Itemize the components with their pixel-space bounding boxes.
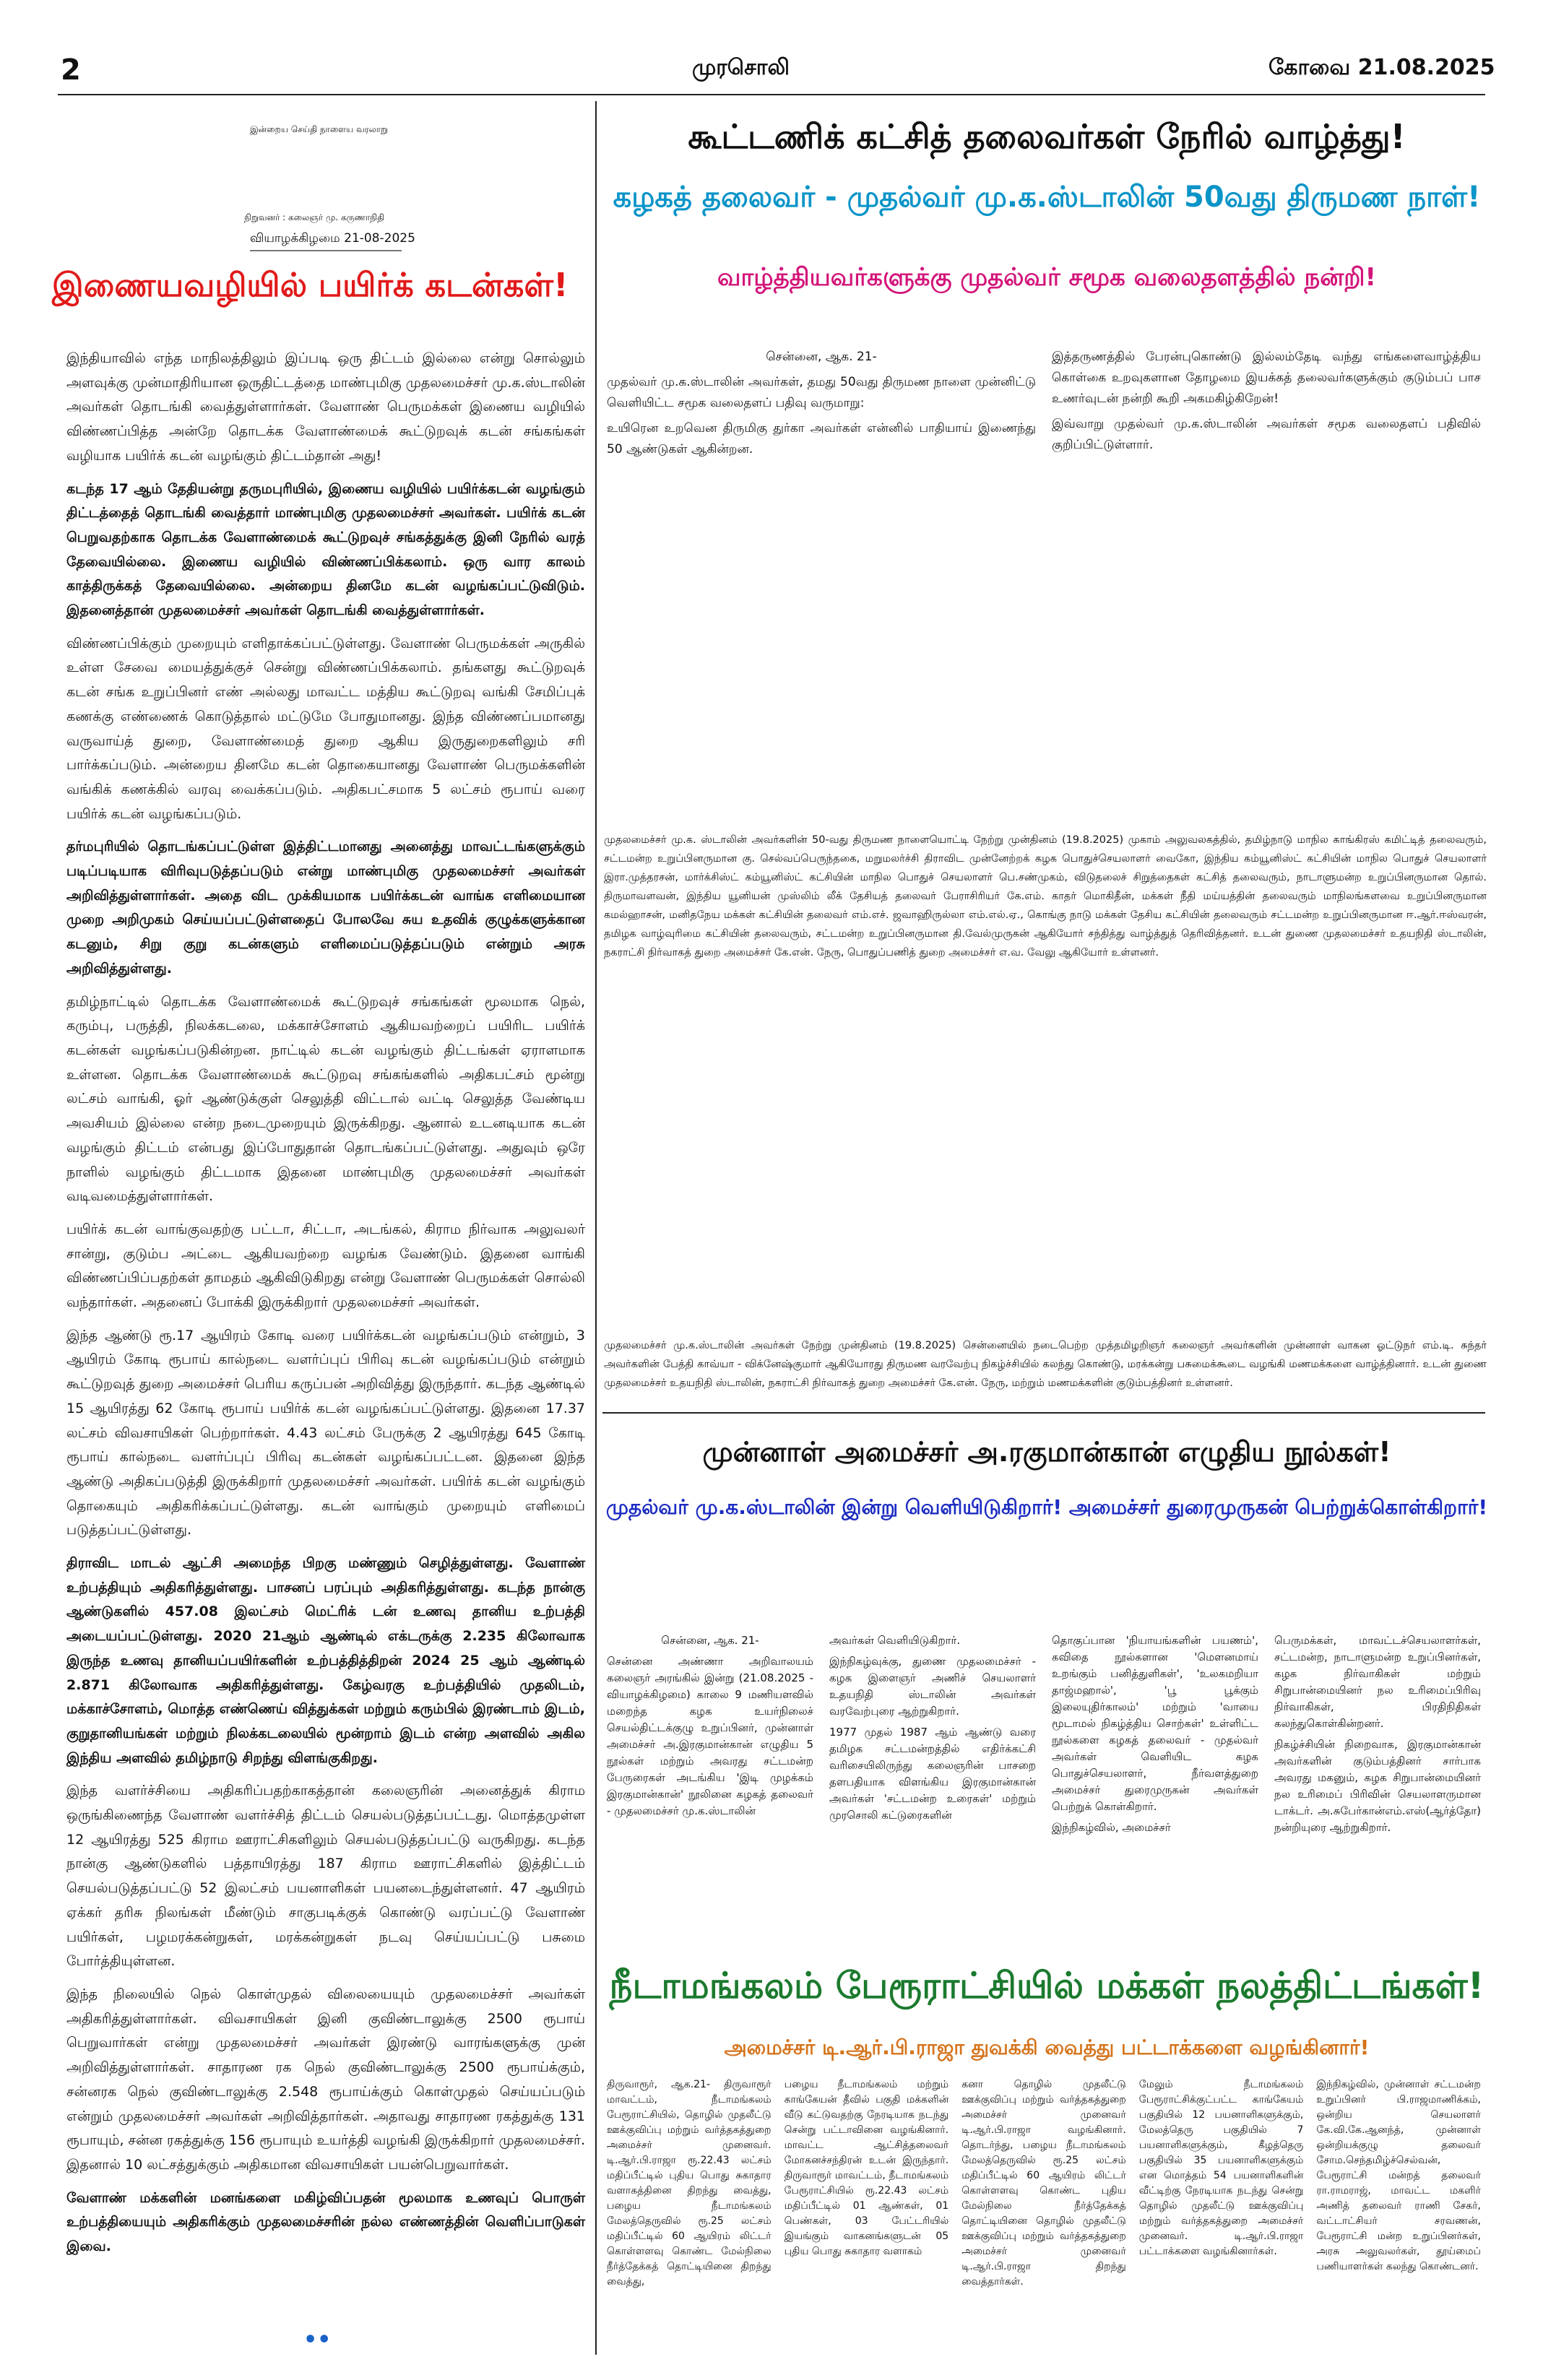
story2-body [607, 1632, 1481, 1840]
editorial-para: இந்த வளர்ச்சியை அதிகரிப்பதற்காகத்தான் கலைஞரின் அனைத்துக் கிராம ஒருங்கிணைந்த வேளாண் வளர்ச்சித் திட்டம் செயல்படுத்தப்பட்டது. மொத்தமுள்ள 12 ஆயிரத்து 525 கிராம ஊராட்சிகளிலும் செயல்படுத்தப்பட்டு வருகிறது. கடந்த நான்கு ஆண்டுகளில் பத்தாயிரத்து 187 கிராம ஊராட்சிகளில் இத்திட்டம் செயல்படுத்தப்பட்டு 52 இலட்சம் பயனாளிகள் பயனடைந்துள்ளனர். 47 ஆயிரம் ஏக்கர் தரிசு நிலங்கள் மீண்டும் சாகுபடிக்குக் கொண்டு வரப்பட்டு வேளாண் பயிர்கள், பழமரக்கன்றுகள், மரக்கன்றுகள் நடவு செய்யப்பட்டு பசுமை போர்த்தியுள்ளன. [66, 1783, 585, 1970]
story2-para: நிகழ்ச்சியின் நிறைவாக, இரகுமான்கான் அவர்களின் குடும்பத்தினர் சார்பாக அவரது மகனும், கழக சிறுபான்மையினர் நல உரிமைப் பிரிவின் செயலாளருமான டாக்டர். அ.சுபேர்கான்எம்.எஸ்(ஆர்த்தோ) நன்றியுரை ஆற்றுகிறார். [1274, 1738, 1481, 1834]
story1-col [607, 347, 1036, 464]
dateline: சென்னை, ஆக. 21- [661, 1634, 759, 1647]
editorial-para: விண்ணப்பிக்கும் முறையும் எளிதாக்கப்பட்டுள்ளது. வேளாண் பெருமக்கள் அருகில் உள்ள சேவை மையத்துக்குச் சென்று விண்ணப்பிக்கலாம். தங்களது கூட்டுறவுக் கடன் சங்க உறுப்பினர் எண் அல்லது மாவட்ட மத்திய கூட்டுறவு வங்கி சேமிப்புக் கணக்கு எண்ணைக் கொடுத்தால் மட்டுமே போதுமானது. இந்த விண்ணப்பமானது வருவாய்த் துறை, வேளாண்மைத் துறை ஆகிய இருதுறைகளிலும் சரி பார்க்கப்படும். அன்றைய தினமே கடன் தொகையானது வேளாண் பெருமக்களின் வங்கிக் கணக்கில் வரவு வைக்கப்படும். அதிகபட்சமாக 5 லட்சம் ரூபாய் வரை பயிர்க் கடன் வழங்கப்படும். [66, 635, 585, 822]
end-mark: •• [303, 2327, 332, 2353]
story2-col [1274, 1632, 1481, 1840]
editorial-para: திராவிட மாடல் ஆட்சி அமைந்த பிறகு மண்ணும் செழித்துள்ளது. வேளாண் உற்பத்தியும் அதிகரித்துள்ளது. பாசனப் பரப்பும் அதிகரித்துள்ளது. கடந்த நான்கு ஆண்டுகளில் 457.08 இலட்சம் மெட்ரிக் டன் உணவு தானிய உற்பத்தி அடையப்பட்டுள்ளது. 2020 21ஆம் ஆண்டில் எக்டருக்கு 2.235 கிலோவாக இருந்த உணவு தானியப்பயிர்களின் உற்பத்தித்திறன் 2024 25 ஆம் ஆண்டில் 2.871 கிலோவாக அதிகரித்துள்ளது. கேழ்வரகு உற்பத்தியில் முதலிடம், மக்காச்சோளம், மொத்த எண்ணெய் வித்துக்கள் மற்றும் கரும்பில் இரண்டாம் இடம், குறுதானியங்கள் மற்றும் நிலக்கடலையில் மூன்றாம் இடம் என்ற அளவில் அகில இந்திய அளவில் தமிழ்நாடு சிறந்து விளங்குகிறது. [66, 1555, 585, 1766]
story1-col [1052, 347, 1481, 464]
editorial-title: இணையவழியில் பயிர்க் கடன்கள்! [52, 266, 569, 304]
story1-para: இவ்வாறு முதல்வர் மு.க.ஸ்டாலின் அவர்கள் சமூக வலைதளப் பதிவில் குறிப்பிட்டுள்ளார். [1052, 417, 1481, 452]
story1-body [607, 347, 1481, 464]
editorial-para: இந்த ஆண்டு ரூ.17 ஆயிரம் கோடி வரை பயிர்க்கடன் வழங்கப்படும் என்றும், 3 ஆயிரம் கோடி ரூபாய் கால்நடை வளர்ப்புப் பிரிவு கடன் வழங்கப்படும் என்றும் கூட்டுறவுத் துறை அமைச்சர் பெரிய கருப்பன் அறிவித்து இருந்தார். கடந்த ஆண்டில் 15 ஆயிரத்து 62 கோடி ரூபாய் பயிர்க் கடன் வழங்கப்பட்டுள்ளது. இதனை 17.37 லட்சம் விவசாயிகள் பெற்றார்கள். 4.43 லட்சம் பேருக்கு 2 ஆயிரத்து 645 கோடி ரூபாய் கால்நடை வளர்ப்புப் பிரிவு கடன்கள் வழங்கப்பட்டன. இதனை இந்த ஆண்டு அதிகப்படுத்தி இருக்கிறார் முதலமைச்சர் அவர்கள். பயிர்க் கடன் வழங்கும் தொகையும் அதிகரிக்கப்பட்டுள்ளது. கடன் வாங்கும் முறையும் எளிமைப் படுத்தப்பட்டுள்ளது. [66, 1327, 585, 1539]
story1-para: முதல்வர் மு.க.ஸ்டாலின் அவர்கள், தமது 50வது திருமண நாளை முன்னிட்டு வெளியிட்ட சமூக வலைதளப் பதிவு வருமாறு: [607, 375, 1036, 410]
story3-col: கனா தொழில் முதலீட்டு ஊக்குவிப்பு மற்றும் வர்த்தகத்துறை அமைச்சர் முனைவர் டி.ஆர்.பி.ராஜா வழங்கினார். தொடர்ந்து, பழைய நீடாமங்கலம் மேலத்தெருவில் ரூ.25 லட்சம் மதிப்பீட்டில் 60 ஆயிரம் லிட்டர் கொள்ளளவு கொண்ட புதிய மேல்நிலை நீர்த்தேக்கத் தொட்டியினை தொழில் முதலீட்டு ஊக்குவிப்பு மற்றும் வர்த்தகத்துறை அமைச்சர் முனைவர் டி.ஆர்.பி.ராஜா திறந்து வைத்தார்கள். [961, 2079, 1126, 2288]
story2-para: 1977 முதல் 1987 ஆம் ஆண்டு வரை தமிழக சட்டமன்றத்தில் எதிர்க்கட்சி வரிசையிலிருந்து கலைஞரின் பாசறை தளபதியாக விளங்கிய இரகுமான்கான் அவர்கள் 'சட்டமன்ற உரைகள்' மற்றும் முரசொலி கட்டுரைகளின் [829, 1726, 1036, 1822]
story1-headline: கழகத் தலைவர் - முதல்வர் மு.க.ஸ்டாலின் 50வது திருமண நாள்! [613, 181, 1481, 214]
photo-anniversary-greetings [604, 506, 1487, 823]
story2-para: இந்நிகழ்வுக்கு, துணை முதலமைச்சர் - கழக இளைஞர் அணிச் செயலாளர் உதயநிதி ஸ்டாலின் அவர்கள் வரவேற்புரை ஆற்றுகிறார். [829, 1655, 1036, 1718]
story3-col: இந்நிகழ்வில், முன்னாள் சட்டமன்ற உறுப்பினர் பி.ராஜமாணிக்கம், ஒன்றிய செயலாளர் கே.வி.கே.ஆனந்த், முன்னாள் ஒன்றியக்குழு தலைவர் சோம.செந்தமிழ்ச்செல்வன், பேரூராட்சி மன்றத் தலைவர் ரா.ராமராஜ், மாவட்ட மகளிர் அணித் தலைவர் ராணி சேகர், வட்டாட்சியர் சரவணன், பேரூராட்சி மன்ற உறுப்பினர்கள், அரசு அலுவலர்கள், தூய்மைப் பணியாளர்கள் கலந்து கொண்டனர். [1316, 2079, 1481, 2272]
editorial-para: தர்மபுரியில் தொடங்கப்பட்டுள்ள இத்திட்டமானது அனைத்து மாவட்டங்களுக்கும் படிப்படியாக விரிவுபடுத்தப்படும் என்று மாண்புமிகு முதலமைச்சர் அவர்கள் அறிவித்துள்ளார்கள். அதை விட முக்கியமாக பயிர்க்கடன் வாங்க எளிமையான முறை அறிமுகம் செய்யப்பட்டுள்ளதைப் போலவே சுய உதவிக் குழுக்களுக்கான கடனும், சிறு குறு கடன்களும் எளிமைப்படுத்தப்படும் என்றும் அரசு அறிவித்துள்ளது. [66, 839, 585, 977]
story2-para: தொகுப்பான 'நியாயங்களின் பயணம்', கவிதை நூல்களான 'மௌனமாய் உறங்கும் பனித்துளிகள்', 'உலகமறியா தாஜ்மஹால்', 'பூ பூக்கும் இலையுதிர்காலம்' மற்றும் 'வாயை மூடாமல் நிகழ்த்திய சொற்கள்' உள்ளிட்ட நூல்களை கழகத் தலைவர் - முதல்வர் அவர்கள் வெளியிட கழக பொதுச்செயலாளர், நீர்வளத்துறை அமைச்சர் துரைமுருகன் அவர்கள் பெற்றுக் கொள்கிறார். [1052, 1634, 1258, 1813]
story2-headline: முதல்வர் மு.க.ஸ்டாலின் இன்று வெளியிடுகிறார்! அமைச்சர் துரைமுருகன் பெற்றுக்கொள்கிறார்! [605, 1495, 1488, 1519]
story3-col: பழைய நீடாமங்கலம் மற்றும் காங்கேயன் தீவில் பகுதி மக்களின் வீடு கட்டுவதற்கு நேரடியாக நடந்து சென்று பட்டாவினை வழங்கினார். மாவட்ட ஆட்சித்தலைவர் மோகனச்சந்திரன் உடன் இருந்தார். திருவாரூர் மாவட்டம், நீடாமங்கலம் பேரூராட்சியில் ரூ.22.43 லட்சம் மதிப்பீட்டில் 01 ஆண்கள், 01 பெண்கள், 03 பேட்டரியில் இயங்கும் வாகனங்களுடன் 05 புதிய பொது சுகாதார வளாகம் [784, 2079, 949, 2257]
editorial-para: தமிழ்நாட்டில் தொடக்க வேளாண்மைக் கூட்டுறவுச் சங்கங்கள் மூலமாக நெல், கரும்பு, பருத்தி, நிலக்கடலை, மக்காச்சோளம் ஆகியவற்றைப் பயிரிட பயிர்க் கடன்கள் வழங்கப்படுகின்றன. நாட்டில் கடன் வழங்கும் திட்டங்கள் ஏராளமாக உள்ளன. தொடக்க வேளாண்மைக் கூட்டுறவு சங்கங்களில் அதிகபட்சம் மூன்று லட்சம் வாங்கி, ஓர் ஆண்டுக்குள் செலுத்தி விட்டால் வட்டி செலுத்த வேண்டிய அவசியம் இல்லை என்ற நடைமுறையும் இருக்கிறது. ஆனால் உடனடியாக கடன் வழங்கும் திட்டம் என்பது இப்போதுதான் தொடங்கப்பட்டுள்ளது. அதுவும் ஒரே நாளில் வழங்கும் திட்டமாக இதனை மாண்புமிகு முதலமைச்சர் அவர்கள் வடிவமைத்துள்ளார்கள். [66, 993, 585, 1205]
story2-kicker: முன்னாள் அமைச்சர் அ.ரகுமான்கான் எழுதிய நூல்கள்! [702, 1436, 1391, 1468]
editorial-para: இந்தியாவில் எந்த மாநிலத்திலும் இப்படி ஒரு திட்டம் இல்லை என்று சொல்லும் அளவுக்கு முன்மாதிரியான ஒருதிட்டத்தை மாண்புமிகு முதலமைச்சர் மு.க.ஸ்டாலின் அவர்கள் தொடங்கி வைத்துள்ளார்கள். வேளாண் பெருமக்கள் இணைய வழியில் விண்ணப்பித்த அன்றே தொடக்க வேளாண்மைக் கூட்டுறவுக் கடன் சங்கங்கள் வழியாக பயிர்க் கடன் வழங்கும் திட்டம்தான் அது! [66, 350, 585, 464]
story3-col: திருவாரூர், ஆக.21- திருவாரூர் மாவட்டம், நீடாமங்கலம் பேரூராட்சியில், தொழில் முதலீட்டு ஊக்குவிப்பு மற்றும் வர்த்தகத்துறை அமைச்சர் முனைவர். டி.ஆர்.பி.ராஜா ரூ.22.43 லட்சம் மதிப்பீட்டில் புதிய பொது சுகாதார வளாகத்தினை திறந்து வைத்து, பழைய நீடாமங்கலம் மேலத்தெருவில் ரூ.25 லட்சம் மதிப்பீட்டில் 60 ஆயிரம் லிட்டர் கொள்ளளவு கொண்ட மேல்நிலை நீர்த்தேக்கத் தொட்டியினை திறந்து வைத்து, [607, 2079, 772, 2288]
editorial-para: வேளாண் மக்களின் மனங்களை மகிழ்விப்பதன் மூலமாக உணவுப் பொருள் உற்பத்தியையும் அதிகரிக்கும் முதலமைச்சரின் நல்ல எண்ணத்தின் வெளிப்பாடுகள் இவை. [66, 2189, 585, 2255]
editorial-para: கடந்த 17 ஆம் தேதியன்று தருமபுரியில், இணைய வழியில் பயிர்க்கடன் வழங்கும் திட்டத்தைத் தொடங்கி வைத்தார் மாண்புமிகு முதலமைச்சர் அவர்கள். பயிர்க் கடன் பெறுவதற்காக தொடக்க வேளாண்மைக் கூட்டுறவுச் சங்கத்துக்கு இனி நேரில் வரத் தேவையில்லை. இணைய வழியில் விண்ணப்பிக்கலாம். ஒரு வார காலம் காத்திருக்கத் தேவையில்லை. அன்றைய தினமே கடன் வழங்கப்பட்டுவிடும். இதனைத்தான் முதலமைச்சர் அவர்கள் தொடங்கி வைத்துள்ளார்கள். [66, 480, 585, 619]
story3-headline: நீடாமங்கலம் பேரூராட்சியில் மக்கள் நலத்திட்டங்கள்! [609, 1965, 1484, 2007]
page-number: 2 [61, 53, 81, 87]
photo-caption-1: முதலமைச்சர் மு.க. ஸ்டாலின் அவர்களின் 50-வது திருமண நாளையொட்டி நேற்று முன்தினம் (19.8.2025) முகாம் அலுவலகத்தில், தமிழ்நாடு மாநில காங்கிரஸ் கமிட்டித் தலைவரும், சட்டமன்ற உறுப்பினருமான கு. செல்வப்பெருந்தகை, மறுமலர்ச்சி திராவிட முன்னேற்றக் கழக பொதுச்செயலாளர் வைகோ, இந்திய கம்யூனிஸ்ட் கட்சியின் மாநில பொதுச் செயலாளர் இரா.முத்தரசன், மார்க்சிஸ்ட் கம்யூனிஸ்ட் கட்சியின் மாநில பொதுச் செயலாளர் பெ.சண்முகம், விடுதலைச் சிறுத்தைகள் கட்சித் தலைவரும், நாடாளுமன்ற உறுப்பினருமான தொல். திருமாவளவன், இந்திய யூனியன் முஸ்லிம் லீக் தேசியத் தலைவர் பேராசிரியர் கே.எம். காதர் மொகிதீன், மக்கள் நீதி மய்யத்தின் தலைவரும் மாநிலங்களவை உறுப்பினருமான கமல்ஹாசன், மனிதநேய மக்கள் கட்சியின் தலைவர் எம்.எச். ஜவாஹிருல்லா எம்.எல்.ஏ., கொங்கு நாடு மக்கள் தேசிய கட்சியின் தலைவரும் சட்டமன்ற உறுப்பினருமான ஈ.ஆர்.ஈஸ்வரன், தமிழக வாழ்வுரிமை கட்சியின் தலைவரும், சட்டமன்ற உறுப்பினருமான தி.வேல்முருகன் ஆகியோர் சந்தித்து வாழ்த்துத் தெரிவித்தனர். உடன் துணை முதலமைச்சர் உதயநிதி ஸ்டாலின், நகராட்சி நிர்வாகத் துறை அமைச்சர் கே.என். நேரு, பொதுப்பணித் துறை அமைச்சர் எ.வ. வேலு ஆகியோர் உள்ளனர். [604, 834, 1487, 959]
story2-col [607, 1632, 813, 1840]
story3-col: மேலும் நீடாமங்கலம் பேரூராட்சிக்குட்பட்ட காங்கேயம் பகுதியில் 12 பயனாளிகளுக்கும், மேலத்தெரு பகுதியில் 7 பயனாளிகளுக்கும், கீழத்தெரு பகுதியில் 35 பயனாளிகளுக்கும் என மொத்தம் 54 பயனாளிகளின் வீட்டிற்கு நேரடியாக நடந்து சென்று தொழில் முதலீட்டு ஊக்குவிப்பு மற்றும் வர்த்தகத்துறை அமைச்சர் முனைவர். டி.ஆர்.பி.ராஜா பட்டாக்களை வழங்கினார்கள். [1138, 2079, 1304, 2257]
editorial-para: பயிர்க் கடன் வாங்குவதற்கு பட்டா, சிட்டா, அடங்கல், கிராம நிர்வாக அலுவலர் சான்று, குடும்ப அட்டை ஆகியவற்றை வழங்க வேண்டும். இதனை வாங்கி விண்ணப்பிப்பதற்கள் தாமதம் ஆகிவிடுகிறது என்று வேளாண் பெருமக்கள் சொல்லி வந்தார்கள். அதனைப் போக்கி இருக்கிறார் முதலமைச்சர் அவர்கள். [66, 1221, 585, 1311]
story2-col [1052, 1632, 1258, 1840]
story1-subhead: வாழ்த்தியவர்களுக்கு முதல்வர் சமூக வலைதளத்தில் நன்றி! [717, 263, 1377, 292]
photo-caption-2: முதலமைச்சர் மு.க.ஸ்டாலின் அவர்கள் நேற்று முன்தினம் (19.8.2025) சென்னையில் நடைபெற்ற முத்தமிழறிஞர் கலைஞர் அவர்களின் முன்னாள் வாகன ஓட்டுநர் எம்.டி. சுந்தர் அவர்களின் பேத்தி காவ்யா - விக்னேஷ்குமார் ஆகியோரது திருமண வரவேற்பு நிகழ்ச்சியில் கலந்து கொண்டு, மரக்கன்று பசுமைக்கூடை வழங்கி மணமக்களை வாழ்த்தினார். உடன் துணை முதலமைச்சர் உதயநிதி ஸ்டாலின், நகராட்சி நிர்வாகத் துறை அமைச்சர் கே.என். நேரு, மற்றும் மணமக்களின் குடும்பத்தினர் உள்ளனர். [604, 1340, 1487, 1389]
masthead-name: முரசொலி [692, 55, 790, 80]
editorial-body [66, 347, 585, 2268]
photo-wedding-reception [604, 968, 1487, 1333]
story2-para: பெருமக்கள், மாவட்டச்செயலாளர்கள், சட்டமன்ற, நாடாளுமன்ற உறுப்பினர்கள், கழக நிர்வாகிகள் மற்றும் சிறுபான்மையினர் நல உரிமைப்பிரிவு நிர்வாகிகள், பிரதிநிதிகள் கலந்துகொள்கின்றனர். [1274, 1634, 1481, 1730]
story2-para: சென்னை அண்ணா அறிவாலயம் கலைஞர் அரங்கில் இன்று (21.08.2025 - வியாழக்கிழமை) காலை 9 மணியளவில் மறைந்த கழக உயர்நிலைச் செயல்திட்டக்குழு உறுப்பினர், முன்னாள் அமைச்சர் அ.இரகுமான்கான் எழுதிய 5 நூல்கள் மற்றும் அவரது சட்டமன்ற பேருரைகள் அடங்கிய 'இடி முழக்கம் இரகுமான்கான்' நூலினை கழகத் தலைவர் - முதலமைச்சர் மு.க.ஸ்டாலின் [607, 1655, 813, 1817]
tagline: இன்றைய செய்தி நாளைய வரலாறு [250, 124, 389, 134]
section-rule [602, 1412, 1485, 1414]
column-divider [595, 101, 597, 2355]
story2-col [829, 1632, 1036, 1840]
editorial-para: இந்த நிலையில் நெல் கொள்முதல் விலையையும் முதலமைச்சர் அவர்கள் அதிகரித்துள்ளார்கள். விவசாயிகள் இனி குவிண்டாலுக்கு 2500 ரூபாய் பெறுவார்கள் என்று முதலமைச்சர் அவர்கள் இரண்டு வாரங்களுக்கு முன் அறிவித்துள்ளார்கள். சாதாரண ரக நெல் குவிண்டாலுக்கு 2500 ரூபாய்க்கும், சன்னரக நெல் குவிண்டாலுக்கு 2.548 ரூபாய்க்கும் கொள்முதல் செய்யப்படும் என்றும் முதலமைச்சர் அவர்கள் அறிவித்தார்கள். அதாவது சாதாரண ரகத்துக்கு 131 ரூபாயும், சன்ன ரகத்துக்கு 156 ரூபாயும் உயர்த்தி வழங்கி இருக்கிறார் முதலமைச்சர். இதனால் 10 லட்சத்துக்கும் அதிகமான விவசாயிகள் பயன்பெறுவார்கள். [66, 1986, 585, 2173]
story2-para: இந்நிகழ்வில், அமைச்சர் [1052, 1821, 1171, 1834]
story1-kicker: கூட்டணிக் கட்சித் தலைவர்கள் நேரில் வாழ்த்து! [688, 117, 1406, 156]
dateline: சென்னை, ஆக. 21- [766, 350, 877, 364]
story1-para: இத்தருணத்தில் பேரன்புகொண்டு இல்லம்தேடி வந்து எங்களைவாழ்த்திய கொள்கை உறவுகளான தோழமை இயக்கத் தலைவர்களுக்கும் குடும்பப் பாச உணர்வுடன் நன்றி கூறி அகமகிழ்கிறேன்! [1052, 350, 1481, 406]
story1-para: உயிரென உறவென திருமிகு துர்கா அவர்கள் என்னில் பாதியாய் இணைந்து 50 ஆண்டுகள் ஆகின்றன. [607, 421, 1036, 456]
story3-body [607, 2077, 1481, 2290]
editorial-date: வியாழக்கிழமை 21-08-2025 [250, 231, 415, 246]
story2-para: அவர்கள் வெளியிடுகிறார். [829, 1634, 961, 1647]
header-rule [58, 94, 1485, 95]
founder-line: நிறுவனர் : கலைஞர் மு. கருணாநிதி [244, 212, 385, 222]
edition-date: கோவை 21.08.2025 [1268, 55, 1495, 80]
editorial-rule [250, 250, 402, 251]
story3-subhead: அமைச்சர் டி.ஆர்.பி.ராஜா துவக்கி வைத்து பட்டாக்களை வழங்கினார்! [724, 2035, 1370, 2059]
